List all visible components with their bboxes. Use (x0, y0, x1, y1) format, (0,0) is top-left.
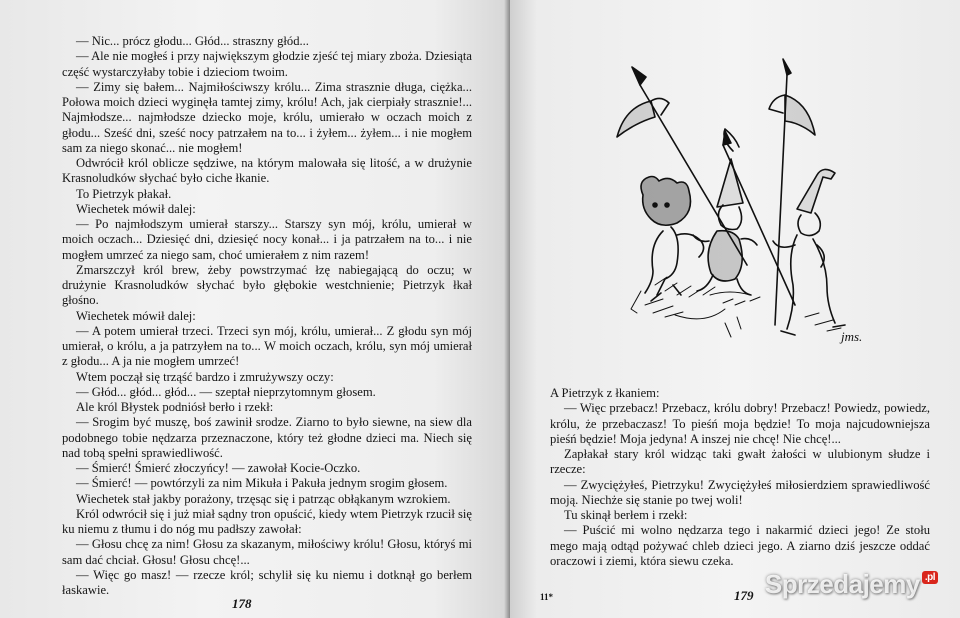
paragraph: Zapłakał stary król widząc taki gwałt żałości w ulubionym słudze i rzecze: (550, 447, 930, 477)
watermark-text: Sprzedajemy (764, 569, 920, 599)
watermark-logo (765, 569, 938, 600)
paragraph: Wiechetek mówił dalej: (76, 201, 196, 216)
paragraph: Wtem począł się trząść bardzo i zmrużywszy oczy: (76, 369, 334, 384)
paragraph: — Po najmłodszym umierał starszy... Starszy syn mój, królu, umierał w moich oczach... Dziesięć dni, dziesięć nocy konał... i ja patrzałem na to... i nie mogłem umrzeć za niego sam, choć umierałem z nim razem! (62, 217, 472, 262)
paragraph: — Srogim być muszę, boś zawinił srodze. Ziarno to było siewne, na siew dla podobnego tobie nędzarza przeznaczone, który też głodne dzieci ma. Niech się nad tobą spełni sprawiedliwość. (62, 415, 472, 460)
paragraph: Wiechetek stał jakby porażony, trzęsąc się i patrząc obłąkanym wzrokiem. (76, 491, 451, 506)
paragraph: — Więc przebacz! Przebacz, królu dobry! Przebacz! Powiedz, powiedz, królu, że przebaczasz! To pieśń moja będzie! To moja najcudowniejsza pieśń będzie! Moja jedyna! A inszej nie chcę! Nie chcę!... (550, 401, 930, 446)
paragraph: — Głosu chcę za nim! Głosu za skazanym, miłościwy królu! Głosu, któryś mi sam dać chciał. Głosu! Głosu chcę!... (62, 537, 472, 567)
page-number-right: 179 (734, 588, 754, 603)
prisoner-figure (641, 177, 704, 302)
guard-middle-figure (693, 159, 757, 295)
paragraph: Zmarszczył król brew, żeby powstrzymać łzę nabiegającą do oczu; w drużynie Krasnoludków słychać było głębokie westchnienie; Pietrzyk łkał głośno. (62, 262, 472, 308)
right-page-text (550, 386, 930, 569)
paragraph: — Zimy się bałem... Najmiłościwszy królu... Zima strasznie długa, ciężka... Połowa moich dzieci wyginęła tamtej zimy, królu! Ach, jak cierpiały strasznie!... Najmłodsze... najmłodsze dziecko moje, królu, umierało w oczach moich z głodu... Sześć dni, sześć nocy patrzałem na to... i żyłem... żyłem... i nie mogłem sam za niego skonać... nie mogłem! (62, 79, 472, 155)
paragraph: To Pietrzyk płakał. (76, 186, 172, 201)
artist-signature: jms. (841, 329, 863, 344)
paragraph: Król odwrócił się i już miał sądny tron opuścić, kiedy wtem Pietrzyk rzucił się ku niemu z tłumu i do nóg mu padłszy zawołał: (62, 506, 472, 536)
right-page (510, 0, 960, 618)
guards-with-halberds-illustration (605, 55, 875, 355)
paragraph: Wiechetek mówił dalej: (76, 308, 196, 323)
page-number-left: 178 (232, 596, 252, 611)
paragraph: — Śmierć! Śmierć złoczyńcy! — zawołał Kocie-Oczko. (76, 461, 361, 475)
paragraph: Odwrócił król oblicze sędziwe, na którym malowała się litość, a w drużynie Krasnoludków słychać było ciche łkanie. (62, 156, 472, 186)
paragraph: — Śmierć! — powtórzyli za nim Mikuła i Pakuła jednym srogim głosem. (76, 476, 448, 491)
paragraph: — Nic... prócz głodu... Głód... straszny głód... (76, 34, 309, 48)
paragraph: — Ale nie mogłeś i przy największym głodzie zjeść tej miary zboża. Dziesiąta część wystarczyłaby tobie i dzieciom twoim. (62, 49, 472, 79)
paragraph: — Zwyciężyłeś, Pietrzyku! Zwyciężyłeś miłosierdziem sprawiedliwość moją. Niechże się stanie po twej woli! (550, 477, 930, 507)
paragraph: A Pietrzyk z łkaniem: (550, 386, 660, 400)
paragraph: — Głód... głód... głód... — szeptał nieprzytomnym głosem. (76, 384, 376, 399)
ground-hatching (631, 277, 841, 337)
paragraph: — Puścić mi wolno nędzarza tego i nakarmić dzieci jego! Ze stołu mego mają odtąd pożywać chleb dzieci jego. A ziarno dziś jeszcze oddać oraczowi i ziemi, która siewu czeka. (550, 523, 930, 568)
paragraph: Ale król Błystek podniósł berło i rzekł: (76, 400, 274, 414)
guard-right-figure (773, 169, 845, 335)
left-page-text (62, 34, 472, 598)
paragraph: — Więc go masz! — rzecze król; schylił się ku niemu i dotknął go berłem łaskawie. (62, 567, 472, 597)
watermark-badge: .pl (922, 571, 938, 584)
paragraph: Tu skinął berłem i rzekł: (564, 508, 688, 522)
printer-signature-mark: 11* (540, 592, 554, 602)
paragraph: — A potem umierał trzeci. Trzeci syn mój, królu, umierał... Z głodu syn mój umierał, o królu, a ja patrzyłem na to... W moich oczach, królu, syn mój umierał z głodu... A ja nie mogłem umrzeć! (62, 323, 472, 369)
